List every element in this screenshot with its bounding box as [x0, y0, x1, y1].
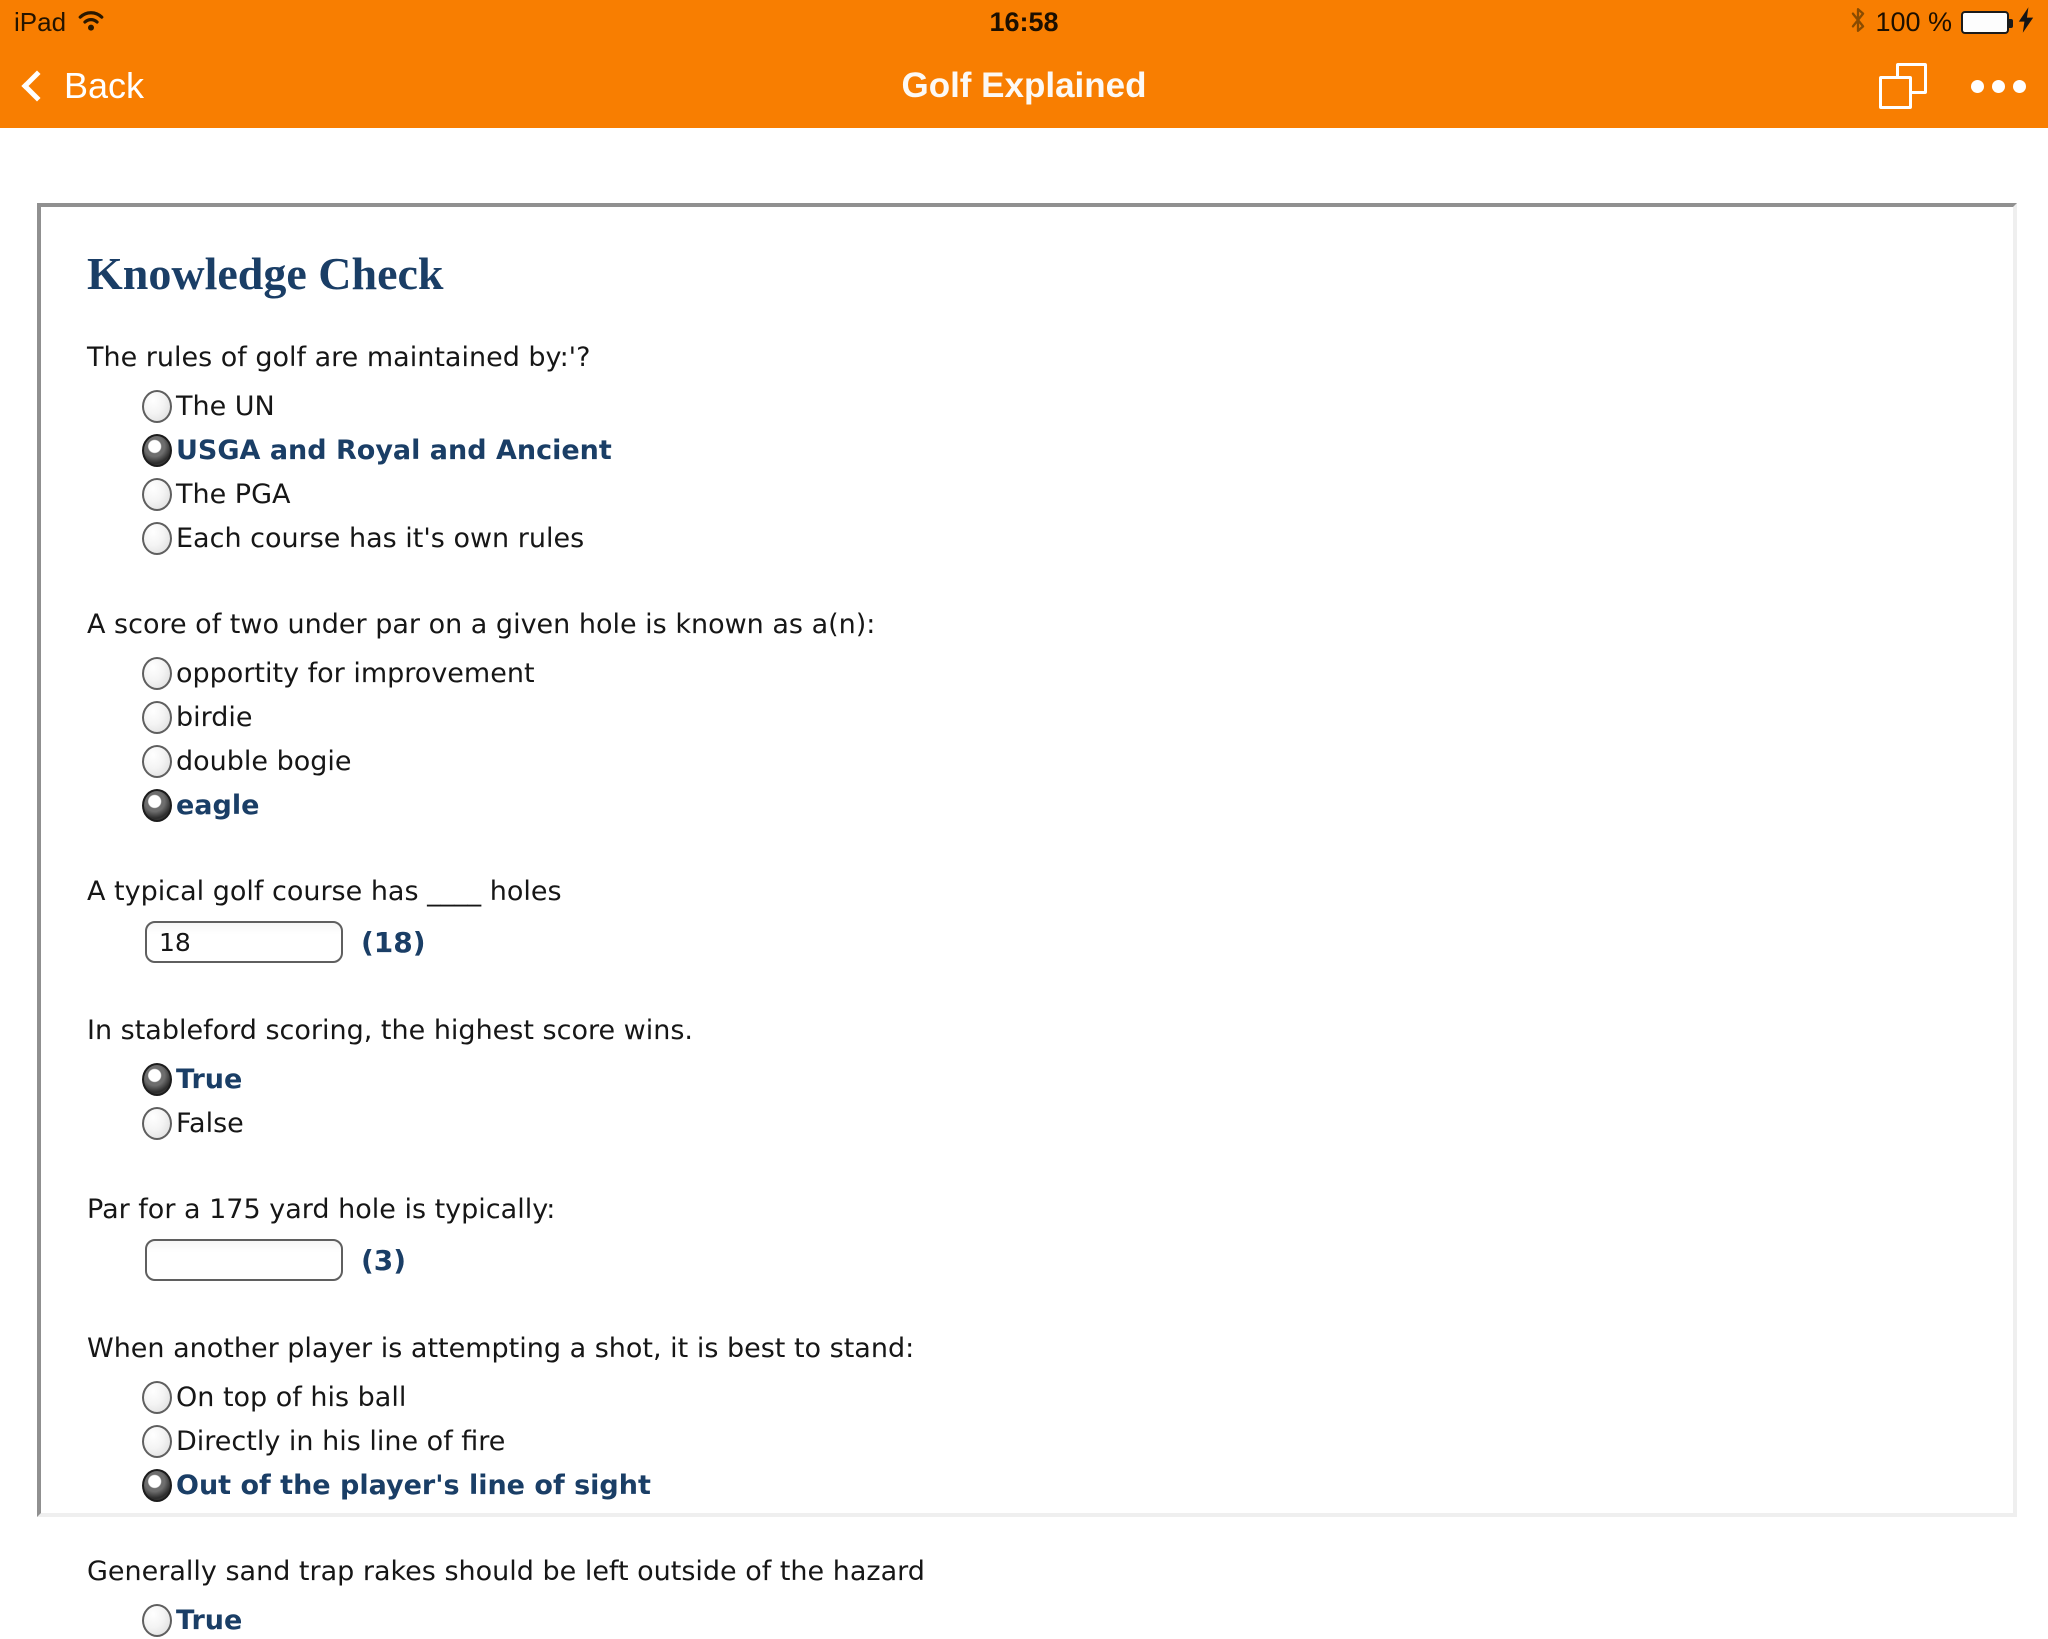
- question-text: Par for a 175 yard hole is typically:: [87, 1194, 556, 1225]
- status-bar: [0, 0, 2048, 44]
- radio-unselected-icon[interactable]: [142, 1425, 172, 1458]
- back-chevron-icon: [21, 70, 52, 101]
- question-stableford: [87, 1015, 1973, 1142]
- wifi-icon: [76, 8, 106, 37]
- radio-option[interactable]: [142, 1601, 1973, 1639]
- option-label: The UN: [176, 390, 275, 422]
- radio-option[interactable]: [142, 1104, 1973, 1142]
- question-text: The rules of golf are maintained by:'?: [87, 342, 591, 373]
- clock: 16:58: [989, 6, 1059, 37]
- radio-option[interactable]: [142, 475, 1973, 513]
- page-content: [0, 128, 2048, 1636]
- question-where-to-stand: [87, 1333, 1973, 1504]
- question-sand-trap-rakes: [87, 1556, 1973, 1639]
- option-label: Each course has it's own rules: [176, 522, 585, 554]
- option-label: Directly in his line of fire: [176, 1425, 506, 1457]
- option-label: birdie: [176, 701, 253, 733]
- status-right: [1850, 6, 2034, 39]
- radio-option[interactable]: [142, 431, 1973, 469]
- option-label: True: [176, 1063, 243, 1095]
- page-title: Golf Explained: [901, 66, 1147, 105]
- question-text: When another player is attempting a shot, it is best to stand:: [87, 1333, 915, 1364]
- question-score-under-par: [87, 609, 1973, 824]
- nav-actions: [1879, 63, 2026, 109]
- radio-selected-icon[interactable]: [142, 1469, 172, 1502]
- device-label: iPad: [14, 6, 67, 37]
- radio-unselected-icon[interactable]: [142, 1604, 172, 1637]
- radio-unselected-icon[interactable]: [142, 1107, 172, 1140]
- par-answer-input[interactable]: [145, 1239, 343, 1281]
- nav-bar: [0, 44, 2048, 128]
- option-label: False: [176, 1107, 244, 1139]
- more-options-button[interactable]: [1971, 80, 2026, 93]
- radio-unselected-icon[interactable]: [142, 745, 172, 778]
- radio-selected-icon[interactable]: [142, 789, 172, 822]
- option-label: double bogie: [176, 745, 352, 777]
- question-par-175: [87, 1194, 1973, 1281]
- radio-unselected-icon[interactable]: [142, 657, 172, 690]
- option-label: USGA and Royal and Ancient: [176, 434, 612, 466]
- radio-unselected-icon[interactable]: [142, 522, 172, 555]
- question-text: Generally sand trap rakes should be left outside of the hazard: [87, 1556, 925, 1587]
- radio-unselected-icon[interactable]: [142, 390, 172, 423]
- radio-unselected-icon[interactable]: [142, 701, 172, 734]
- question-course-holes: [87, 876, 1973, 963]
- option-label: True: [176, 1604, 243, 1636]
- radio-option[interactable]: [142, 519, 1973, 557]
- answer-hint: (3): [361, 1243, 407, 1277]
- answer-row: [145, 921, 1973, 963]
- option-label: The PGA: [176, 478, 291, 510]
- question-text: In stableford scoring, the highest score wins.: [87, 1015, 694, 1046]
- option-label: Out of the player's line of sight: [176, 1469, 651, 1501]
- back-button-label: Back: [64, 65, 145, 106]
- radio-option[interactable]: [142, 698, 1973, 736]
- quiz-card: [37, 203, 2017, 1636]
- answer-hint: (18): [361, 925, 426, 959]
- back-button[interactable]: [22, 65, 144, 107]
- radio-unselected-icon[interactable]: [142, 1381, 172, 1414]
- battery-icon: [1961, 11, 2009, 34]
- battery-percent-label: 100 %: [1875, 6, 1952, 37]
- radio-option[interactable]: [142, 1060, 1973, 1098]
- radio-selected-icon[interactable]: [142, 434, 172, 467]
- radio-option[interactable]: [142, 742, 1973, 780]
- option-label: eagle: [176, 789, 260, 821]
- radio-option[interactable]: [142, 654, 1973, 692]
- radio-selected-icon[interactable]: [142, 1063, 172, 1096]
- option-label: On top of his ball: [176, 1381, 407, 1413]
- answer-row: [145, 1239, 1973, 1281]
- quiz-heading: Knowledge Check: [87, 248, 444, 299]
- bluetooth-icon: [1850, 6, 1866, 39]
- pages-button[interactable]: [1879, 63, 1927, 109]
- radio-option[interactable]: [142, 1378, 1973, 1416]
- radio-option[interactable]: [142, 786, 1973, 824]
- radio-option[interactable]: [142, 1466, 1973, 1504]
- radio-unselected-icon[interactable]: [142, 478, 172, 511]
- question-text: A score of two under par on a given hole is known as a(n):: [87, 609, 876, 640]
- status-left: [14, 7, 106, 38]
- radio-option[interactable]: [142, 1422, 1973, 1460]
- holes-answer-input[interactable]: [145, 921, 343, 963]
- radio-option[interactable]: [142, 387, 1973, 425]
- option-label: opportity for improvement: [176, 657, 535, 689]
- question-rules: [87, 342, 1973, 557]
- charging-bolt-icon: [2018, 7, 2034, 38]
- question-text: A typical golf course has ____ holes: [87, 876, 562, 907]
